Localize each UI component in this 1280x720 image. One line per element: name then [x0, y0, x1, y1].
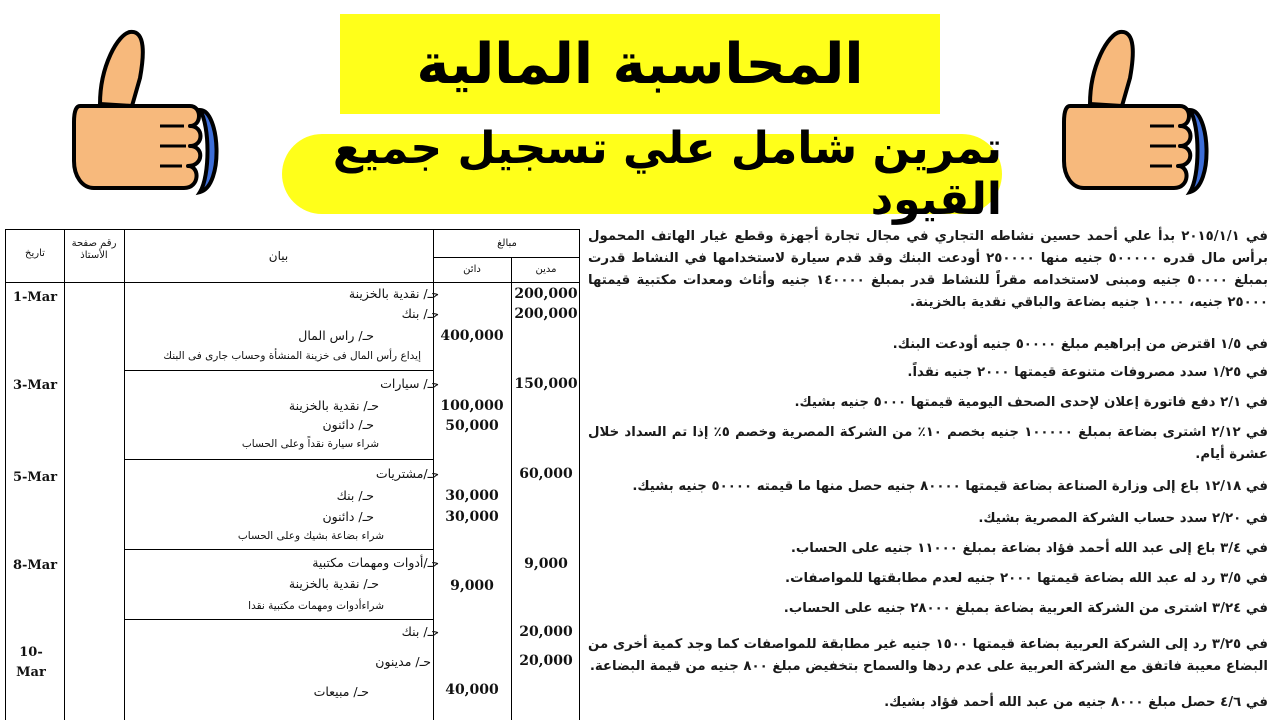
account-credit: حـ/ بنك	[336, 488, 374, 503]
account-debit: حـ/ مدينون	[375, 654, 431, 669]
exercise-item: في ٣/٢٥ رد إلى الشركة العربية بضاعة قيمتها ١٥٠٠ جنيه غير مطابقة للمواصفات كما وجد كمية أخرى من البضاع معيبة فاتفق مع الشركة العربية على عدم ردها والسماح بتخفيض مبلغ ٨٠٠ جنيه من قيمة البضاعة.	[588, 637, 1268, 674]
exercise-text	[588, 224, 1268, 720]
debit-amount: 200,000	[514, 306, 578, 322]
account-credit: حـ/ نقدية بالخزينة	[288, 398, 379, 413]
exercise-item: في ٢/١ دفع فاتورة إعلان لإحدى الصحف اليومية قيمتها ٥٠٠٠ جنيه بشيك.	[794, 395, 1268, 410]
title-banner	[340, 14, 940, 114]
entry-note: إيداع رأس المال فى خزينة المنشأة وحساب جارى فى البنك	[163, 350, 421, 362]
credit-amount: 400,000	[440, 328, 504, 344]
credit-amount: 50,000	[445, 418, 499, 434]
exercise-item: في ٣/٢٤ اشترى من الشركة العربية بضاعة بمبلغ ٢٨٠٠٠ جنيه على الحساب.	[783, 601, 1268, 616]
exercise-item: في ١/٥ اقترض من إبراهيم مبلغ ٥٠٠٠٠ جنيه أودعت البنك.	[892, 337, 1268, 352]
debit-amount: 150,000	[514, 376, 578, 392]
account-credit: حـ/ دائنون	[322, 417, 374, 432]
debit-amount: 200,000	[514, 286, 578, 302]
debit-amount: 60,000	[519, 466, 573, 482]
account-credit: حـ/ راس المال	[298, 328, 374, 343]
account-credit: حـ/ مبيعات	[313, 684, 369, 699]
entry-date: 8-Mar	[12, 558, 58, 573]
account-credit: حـ/ دائنون	[322, 509, 374, 524]
page-subtitle: تمرين شامل علي تسجيل جميع القيود	[332, 123, 1002, 225]
header-credit: دائن	[463, 264, 481, 275]
header-description: بيان	[268, 249, 289, 263]
entry-note: شراء بضاعة بشيك وعلى الحساب	[237, 530, 384, 542]
credit-amount: 30,000	[445, 509, 499, 525]
exercise-item: في ٢/١٢ اشترى بضاعة بمبلغ ١٠٠٠٠٠ جنيه بخصم ١٠٪ من الشركة المصرية وخصم ٥٪ إذا تم السداد خلال عشرة أيام.	[588, 425, 1268, 462]
entry-note: شراءأدوات ومهمات مكتبية نقدا	[248, 600, 384, 612]
header-ledger-page: رقم صفحة الأستاذ	[71, 238, 117, 261]
account-debit: حـ/ سيارات	[380, 376, 439, 391]
entry-note: شراء سيارة نقداً وعلى الحساب	[241, 438, 379, 450]
entry-date: 10-Mar	[16, 645, 46, 680]
account-debit: حـ/أدوات ومهمات مكتبية	[312, 555, 439, 570]
journal-table	[5, 229, 580, 720]
account-debit: حـ/مشتريات	[375, 466, 439, 481]
header-amounts: مبالغ	[497, 238, 517, 249]
credit-amount: 100,000	[440, 398, 504, 414]
exercise-item: في ١/٢٥ سدد مصروفات متنوعة قيمتها ٢٠٠٠ جنيه نقداً.	[907, 365, 1268, 380]
exercise-item: في ٣/٥ رد له عبد الله بضاعة قيمتها ٢٠٠٠ جنيه لعدم مطابقتها للمواصفات.	[785, 571, 1268, 586]
exercise-item: في ٢٠١٥/١/١ بدأ علي أحمد حسين نشاطه التجاري في مجال تجارة أجهزة وقطع غيار الهاتف المحمول برأس مال قدره ٥٠٠٠٠٠ جنيه منها ٢٥٠٠٠٠ أودعت البنك وقد قدم سيارة لاستخدامها في النشاط قدرت بمبلغ ٥٠٠٠٠ جنيه ومبنى لاستخدامه مقراً للنشاط قدر بمبلغ ١٤٠٠٠٠ جنيه وأثاث ومعدات مكتبية قيمتها ٢٥٠٠٠ جنيه، ١٠٠٠٠ جنيه بضاعة والباقي نقدية بالخزينة.	[588, 229, 1268, 310]
debit-amount: 20,000	[519, 624, 573, 640]
exercise-item: في ٤/٦ حصل مبلغ ٨٠٠٠ جنيه من عبد الله أحمد فؤاد بشيك.	[884, 695, 1268, 710]
account-debit: حـ/ بنك	[401, 306, 439, 321]
header-debit: مدين	[535, 264, 557, 275]
account-debit: حـ/ نقدية بالخزينة	[348, 286, 439, 301]
subtitle-banner	[282, 123, 1002, 225]
account-credit: حـ/ نقدية بالخزينة	[288, 576, 379, 591]
debit-amount: 20,000	[519, 653, 573, 669]
exercise-item: في ٢/٢٠ سدد حساب الشركة المصرية بشيك.	[978, 511, 1268, 526]
entry-date: 3-Mar	[12, 378, 58, 393]
thumbs-up-icon	[1050, 26, 1220, 201]
exercise-item: في ٣/٤ باع إلى عبد الله أحمد فؤاد بضاعة بمبلغ ١١٠٠٠ جنيه على الحساب.	[790, 541, 1268, 556]
credit-amount: 40,000	[445, 682, 499, 698]
header-date: تاريخ	[25, 248, 45, 259]
credit-amount: 30,000	[445, 488, 499, 504]
exercise-item: في ١٢/١٨ باع إلى وزارة الصناعة بضاعة قيمتها ٨٠٠٠٠ جنيه حصل منها ما قيمته ٥٠٠٠٠ جنيه بشيك.	[632, 479, 1268, 494]
credit-amount: 9,000	[450, 578, 494, 594]
account-debit: حـ/ بنك	[401, 624, 439, 639]
debit-amount: 9,000	[524, 556, 568, 572]
entry-date: 1-Mar	[12, 290, 58, 305]
entry-date: 5-Mar	[12, 470, 58, 485]
page-title: المحاسبة المالية	[416, 31, 864, 97]
thumbs-up-icon	[60, 26, 230, 201]
